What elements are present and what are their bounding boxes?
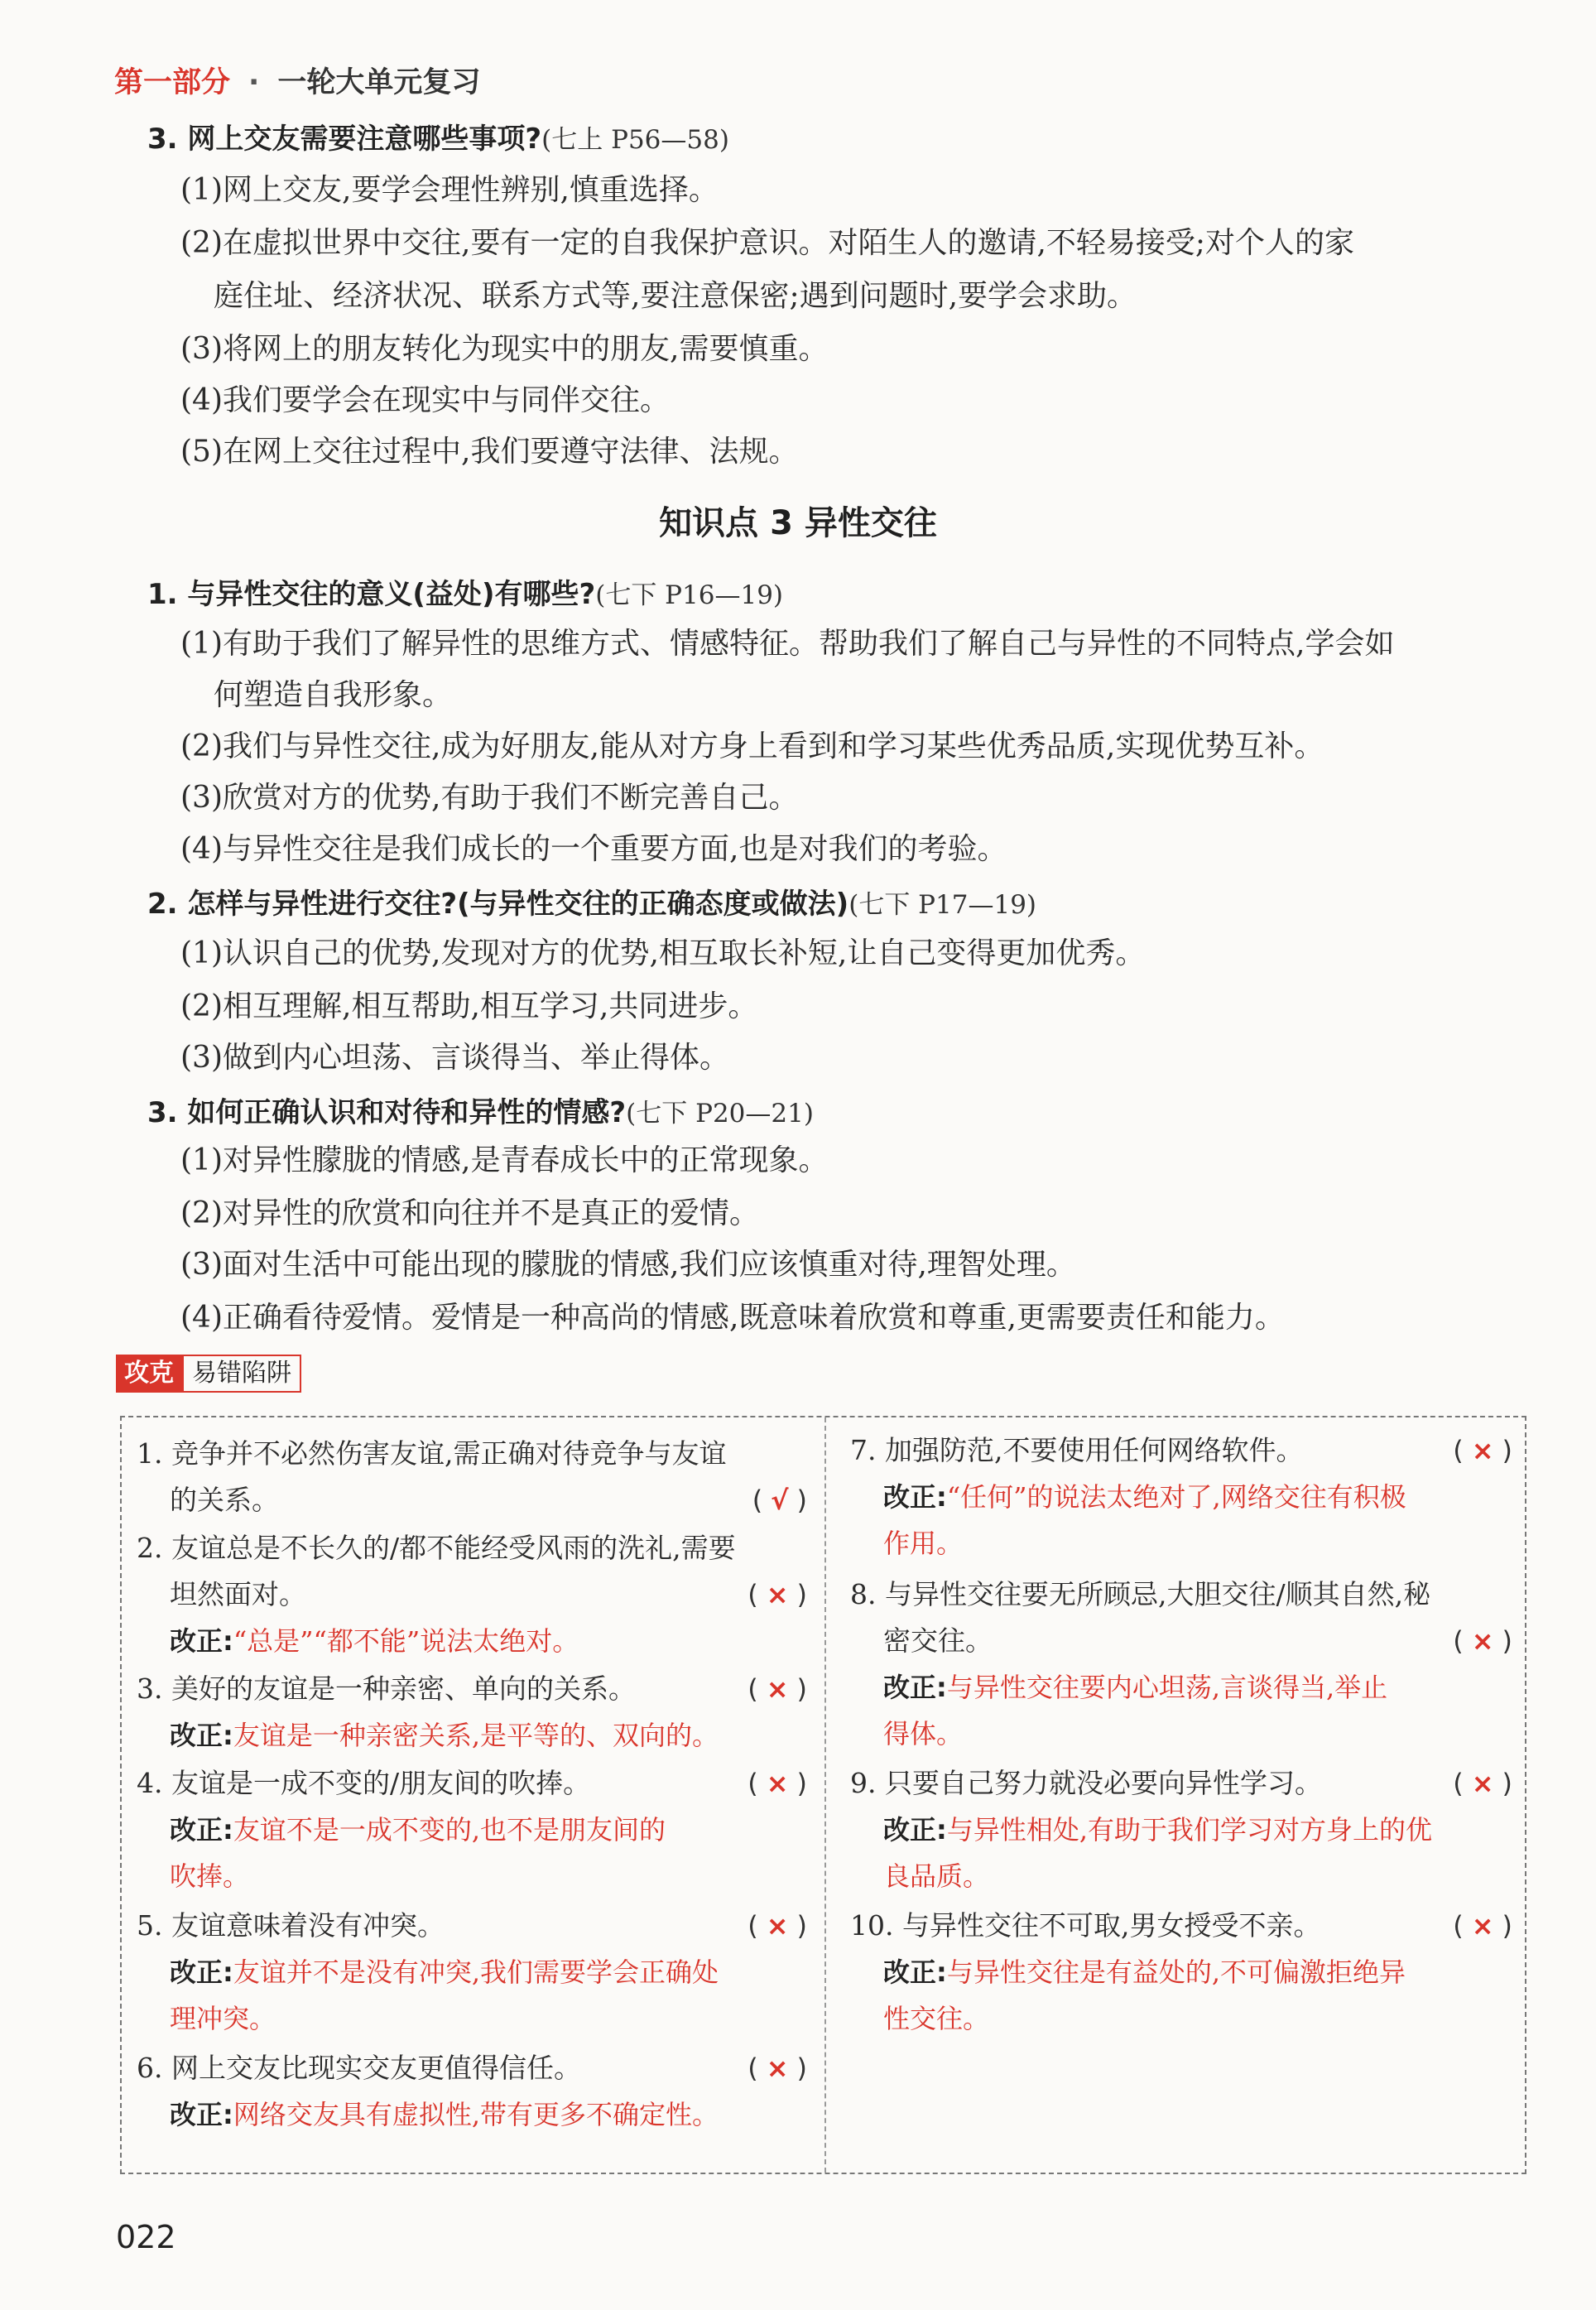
trap-text: 2. 友谊总是不长久的/都不能经受风雨的洗礼,需要 xyxy=(137,1532,736,1564)
answer-item: (1)有助于我们了解异性的思维方式、情感特征。帮助我们了解自己与异性的不同特点,学会如 xyxy=(180,627,1395,661)
question-title: 2. 怎样与异性进行交往?(与异性交往的正确态度或做法) xyxy=(147,888,849,921)
correction-label: 改正: xyxy=(883,1672,947,1703)
judgement-mark: ( × ) xyxy=(1453,1625,1512,1657)
cross-icon: × xyxy=(1471,1435,1494,1466)
correction xyxy=(883,1474,1512,1520)
trap-text: 3. 美好的友谊是一种亲密、单向的关系。 xyxy=(137,1672,636,1705)
trap-text: 4. 友谊是一成不变的/朋友间的吹捧。 xyxy=(137,1767,591,1799)
correction-text: 友谊并不是没有冲突,我们需要学会正确处 xyxy=(233,1956,719,1988)
trap-text: 8. 与异性交往要无所顾忌,大胆交往/顺其自然,秘 xyxy=(850,1578,1431,1610)
answer-item: (2)对异性的欣赏和向往并不是真正的爱情。 xyxy=(180,1196,759,1230)
trap-item xyxy=(850,1903,1512,1949)
cross-icon: × xyxy=(1471,1910,1494,1942)
answer-item: (3)做到内心坦荡、言谈得当、举止得体。 xyxy=(180,1041,729,1075)
correction-label: 改正: xyxy=(170,1720,233,1751)
question-ref: (七下 P16—19) xyxy=(595,580,784,610)
question-title: 3. 网上交友需要注意哪些事项? xyxy=(147,123,542,156)
trap-item-cont xyxy=(137,1477,807,1523)
trap-item xyxy=(850,1760,1512,1807)
correction xyxy=(883,1949,1512,1995)
error-traps-box xyxy=(120,1416,1526,2174)
question-title: 3. 如何正确认识和对待和异性的情感? xyxy=(147,1096,627,1129)
trap-item xyxy=(137,1760,807,1807)
cross-icon: × xyxy=(1471,1768,1494,1799)
answer-item: (1)认识自己的优势,发现对方的优势,相互取长补短,让自己变得更加优秀。 xyxy=(180,936,1146,970)
judgement-mark: ( × ) xyxy=(748,1910,807,1942)
trap-text: 10. 与异性交往不可取,男女授受不亲。 xyxy=(850,1909,1321,1942)
correction xyxy=(170,1949,807,1995)
question-title: 1. 与异性交往的意义(益处)有哪些? xyxy=(147,578,596,611)
section-title: 知识点 3 异性交往 xyxy=(659,504,937,542)
correction xyxy=(170,1712,807,1759)
header-dot: · xyxy=(248,66,260,99)
trap-text-cont: 的关系。 xyxy=(170,1484,279,1516)
trap-item xyxy=(137,1666,807,1712)
question-ref: (七上 P56—58) xyxy=(541,125,729,155)
header-part: 第一部分 xyxy=(114,66,231,99)
judgement-mark: ( × ) xyxy=(748,1579,807,1610)
trap-item xyxy=(850,1571,1512,1618)
section-tag xyxy=(116,1355,301,1393)
answer-item-cont: 庭住址、经济状况、联系方式等,要注意保密;遇到问题时,要学会求助。 xyxy=(214,279,1137,313)
trap-text: 5. 友谊意味着没有冲突。 xyxy=(137,1909,445,1942)
answer-item: (1)网上交友,要学会理性辨别,慎重选择。 xyxy=(180,173,719,207)
judgement-mark: ( × ) xyxy=(1453,1768,1512,1799)
judgement-mark: ( × ) xyxy=(1453,1435,1512,1466)
trap-item-cont xyxy=(850,1618,1512,1664)
tag-right: 易错陷阱 xyxy=(182,1355,301,1393)
page-header xyxy=(114,60,480,101)
check-icon: √ xyxy=(771,1485,789,1516)
trap-item xyxy=(137,1525,807,1571)
answer-item: (3)面对生活中可能出现的朦胧的情感,我们应该慎重对待,理智处理。 xyxy=(180,1248,1076,1282)
answer-item: (2)相互理解,相互帮助,相互学习,共同进步。 xyxy=(180,989,758,1023)
trap-item xyxy=(137,2045,807,2091)
correction-text: 友谊是一种亲密关系,是平等的、双向的。 xyxy=(233,1720,719,1751)
cross-icon: × xyxy=(766,1768,789,1799)
judgement-mark: ( × ) xyxy=(748,2053,807,2084)
correction-label: 改正: xyxy=(170,2099,233,2130)
judgement-mark: ( √ ) xyxy=(752,1485,807,1516)
trap-item-cont xyxy=(137,1571,807,1618)
correction-cont: 性交往。 xyxy=(883,2003,990,2034)
trap-text-cont: 坦然面对。 xyxy=(170,1578,306,1610)
cross-icon: × xyxy=(766,1579,789,1610)
correction-label: 改正: xyxy=(170,1625,233,1657)
page-number: 022 xyxy=(116,2219,176,2255)
correction xyxy=(170,1618,807,1664)
trap-text: 6. 网上交友比现实交友更值得信任。 xyxy=(137,2052,581,2084)
correction-label: 改正: xyxy=(883,1956,947,1988)
question-heading xyxy=(147,116,729,156)
answer-item: (2)我们与异性交往,成为好朋友,能从对方身上看到和学习某些优秀品质,实现优势互补。 xyxy=(180,729,1324,763)
correction xyxy=(170,2091,807,2138)
correction-cont: 理冲突。 xyxy=(170,2003,276,2034)
correction xyxy=(883,1664,1512,1711)
cross-icon: × xyxy=(766,2053,789,2084)
trap-text: 7. 加强防范,不要使用任何网络软件。 xyxy=(850,1434,1304,1466)
correction-cont: 作用。 xyxy=(883,1528,964,1559)
question-heading xyxy=(147,881,1036,922)
trap-text: 9. 只要自己努力就没必要向异性学习。 xyxy=(850,1767,1322,1799)
cross-icon: × xyxy=(766,1910,789,1942)
correction-label: 改正: xyxy=(883,1814,947,1846)
correction-text: “任何”的说法太绝对了,网络交往有积极 xyxy=(946,1481,1406,1513)
tag-left: 攻克 xyxy=(116,1355,182,1393)
trap-text: 1. 竞争并不必然伤害友谊,需正确对待竞争与友谊 xyxy=(137,1437,727,1470)
answer-item: (5)在网上交往过程中,我们要遵守法律、法规。 xyxy=(180,435,799,469)
trap-item xyxy=(137,1903,807,1949)
question-heading xyxy=(147,571,783,612)
trap-text-cont: 密交往。 xyxy=(883,1624,993,1657)
correction xyxy=(170,1807,807,1853)
correction-text: 友谊不是一成不变的,也不是朋友间的 xyxy=(233,1814,666,1846)
correction-text: 与异性相处,有助于我们学习对方身上的优 xyxy=(946,1814,1432,1846)
question-ref: (七下 P20—21) xyxy=(626,1099,814,1129)
question-heading xyxy=(147,1090,814,1130)
answer-item: (3)欣赏对方的优势,有助于我们不断完善自己。 xyxy=(180,781,799,815)
correction-text: “总是”“都不能”说法太绝对。 xyxy=(233,1625,579,1657)
cross-icon: × xyxy=(766,1673,789,1705)
correction-text: 与异性交往要内心坦荡,言谈得当,举止 xyxy=(946,1672,1388,1703)
question-ref: (七下 P17—19) xyxy=(848,890,1037,920)
answer-item: (1)对异性朦胧的情感,是青春成长中的正常现象。 xyxy=(180,1143,829,1177)
trap-item xyxy=(850,1427,1512,1474)
answer-item: (2)在虚拟世界中交往,要有一定的自我保护意识。对陌生人的邀请,不轻易接受;对个人的家 xyxy=(180,226,1355,260)
answer-item-cont: 何塑造自我形象。 xyxy=(214,678,453,712)
answer-item: (4)与异性交往是我们成长的一个重要方面,也是对我们的考验。 xyxy=(180,832,1007,866)
correction-cont: 良品质。 xyxy=(883,1860,990,1892)
column-divider xyxy=(824,1417,826,2173)
correction-label: 改正: xyxy=(170,1956,233,1988)
correction-text: 与异性交往是有益处的,不可偏激拒绝异 xyxy=(946,1956,1406,1988)
answer-item: (3)将网上的朋友转化为现实中的朋友,需要慎重。 xyxy=(180,332,829,366)
answer-item: (4)我们要学会在现实中与同伴交往。 xyxy=(180,383,670,417)
correction-label: 改正: xyxy=(170,1814,233,1846)
correction-cont: 得体。 xyxy=(883,1718,964,1749)
correction-text: 网络交友具有虚拟性,带有更多不确定性。 xyxy=(233,2099,719,2130)
trap-item xyxy=(137,1431,807,1477)
correction xyxy=(883,1807,1512,1853)
judgement-mark: ( × ) xyxy=(748,1673,807,1705)
header-subtitle: 一轮大单元复习 xyxy=(277,66,481,99)
correction-label: 改正: xyxy=(883,1481,947,1513)
judgement-mark: ( × ) xyxy=(748,1768,807,1799)
cross-icon: × xyxy=(1471,1625,1494,1657)
judgement-mark: ( × ) xyxy=(1453,1910,1512,1942)
correction-cont: 吹捧。 xyxy=(170,1860,250,1892)
answer-item: (4)正确看待爱情。爱情是一种高尚的情感,既意味着欣赏和尊重,更需要责任和能力。 xyxy=(180,1301,1285,1335)
